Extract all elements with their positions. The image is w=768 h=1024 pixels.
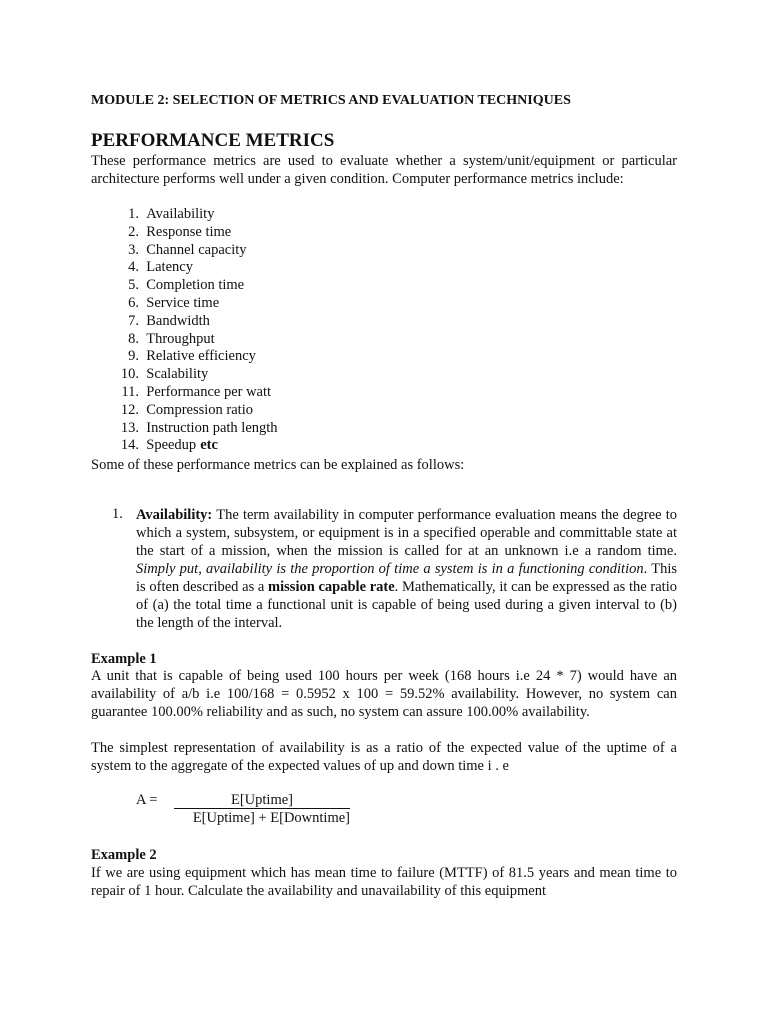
example1-title: Example 1: [91, 651, 157, 667]
simplest-representation: The simplest representation of availability is as a ratio of the expected value of the uptime of a system to the aggregate of the expected values of up and down time i . e: [91, 740, 677, 774]
metric-label: Latency: [146, 259, 193, 276]
metric-spacer: [139, 277, 146, 293]
metric-number: 7.: [128, 312, 139, 329]
metric-number: 10.: [120, 366, 139, 383]
metric-item: [110, 437, 278, 455]
metric-number: 13.: [120, 419, 139, 436]
metric-spacer: [139, 295, 146, 311]
metric-label: Speedup: [146, 437, 197, 454]
metric-item: [110, 331, 278, 349]
metric-number: 9.: [128, 348, 139, 365]
followup-text: Some of these performance metrics can be explained as follows:: [91, 457, 465, 473]
metric-label: Performance per watt: [146, 383, 272, 400]
metric-item: [110, 259, 278, 277]
availability-text: [136, 506, 677, 632]
metric-item: [110, 206, 278, 224]
metric-number: 2.: [128, 223, 139, 240]
metric-spacer: [139, 420, 146, 436]
metric-label: Compression ratio: [146, 401, 253, 418]
availability-italic: Simply put, availability is the proportion of time a system is in a functioning condition: [136, 561, 644, 577]
metric-number: 4.: [128, 259, 139, 276]
metric-label: Relative efficiency: [146, 348, 256, 365]
availability-text-3: . Mathematically, it can be expressed as the ratio of (a) the total time a functional unit is capable of being used during a given interval to (b) the length of the interval.: [136, 579, 677, 631]
metric-number: 8.: [128, 330, 139, 347]
metric-suffix: etc: [200, 437, 218, 454]
mission-capable-rate: mission capable rate: [268, 579, 395, 595]
availability-formula: [136, 792, 376, 832]
metric-item: [110, 224, 278, 242]
metric-item: [110, 313, 278, 331]
metric-spacer: [139, 331, 146, 347]
availability-number: 1.: [112, 506, 123, 522]
metric-spacer: [139, 366, 146, 382]
metric-label: Completion time: [146, 277, 245, 294]
metric-spacer: [139, 437, 146, 453]
availability-text-1: The term availability in computer performance evaluation means the degree to which a system, subsystem, or equipment is in a specified operable and committable state at the start of a mission, when the mission is called for at an unknown i.e a random time.: [136, 507, 677, 559]
metric-spacer: [139, 348, 146, 364]
formula-fraction-bar: [174, 808, 350, 809]
metric-label: Scalability: [146, 366, 209, 383]
metric-number: 3.: [128, 241, 139, 258]
section-title: PERFORMANCE METRICS: [91, 130, 335, 151]
metric-item: [110, 366, 278, 384]
metric-item: [110, 295, 278, 313]
metric-label: Response time: [146, 223, 232, 240]
metric-spacer: [139, 313, 146, 329]
metric-label: Availability: [146, 206, 215, 222]
metric-item: [110, 402, 278, 420]
formula-denominator: E[Uptime] + E[Downtime]: [192, 810, 350, 826]
metric-number: 6.: [128, 294, 139, 311]
metric-label: Channel capacity: [146, 241, 247, 258]
metric-spacer: [139, 206, 146, 222]
metric-number: 12.: [120, 401, 139, 418]
metric-spacer: [139, 242, 146, 258]
metrics-list: [110, 206, 278, 455]
metric-spacer: [139, 384, 146, 400]
metric-item: [110, 348, 278, 366]
metric-number: 11.: [121, 383, 139, 400]
metric-item: [110, 242, 278, 260]
example2-body: If we are using equipment which has mean time to failure (MTTF) of 81.5 years and mean time to repair of 1 hour. Calculate the availability and unavailability of this equipment: [91, 865, 677, 899]
metric-spacer: [139, 224, 146, 240]
metric-item: [110, 277, 278, 295]
module-heading: MODULE 2: SELECTION OF METRICS AND EVALUATION TECHNIQUES: [91, 93, 571, 108]
metric-item: [110, 384, 278, 402]
availability-text-2: . This is often described as a: [136, 561, 677, 595]
metric-label: Throughput: [146, 330, 215, 347]
metric-label: Instruction path length: [146, 419, 278, 436]
metric-label: Bandwidth: [146, 312, 210, 329]
metric-number: 1.: [128, 206, 139, 222]
formula-lhs: A =: [136, 792, 158, 808]
example1-body: A unit that is capable of being used 100 hours per week (168 hours i.e 24 * 7) would have an availability of a/b i.e 100/168 = 0.5952 x 100 = 59.52% availability. However, no system can guarantee 100.00% reliability and as such, no system can assure 100.00% availability.: [91, 668, 677, 720]
metric-spacer: [139, 402, 146, 418]
metric-item: [110, 420, 278, 438]
metric-label: Service time: [146, 294, 220, 311]
formula-numerator: E[Uptime]: [230, 792, 293, 808]
metric-number: 5.: [128, 277, 139, 294]
metric-spacer: [139, 259, 146, 275]
metric-number: 14.: [120, 437, 139, 454]
intro-paragraph: These performance metrics are used to evaluate whether a system/unit/equipment or particular architecture performs well under a given condition. Computer performance metrics include:: [91, 153, 677, 187]
example2-title: Example 2: [91, 847, 157, 863]
availability-term: Availability:: [136, 507, 213, 523]
